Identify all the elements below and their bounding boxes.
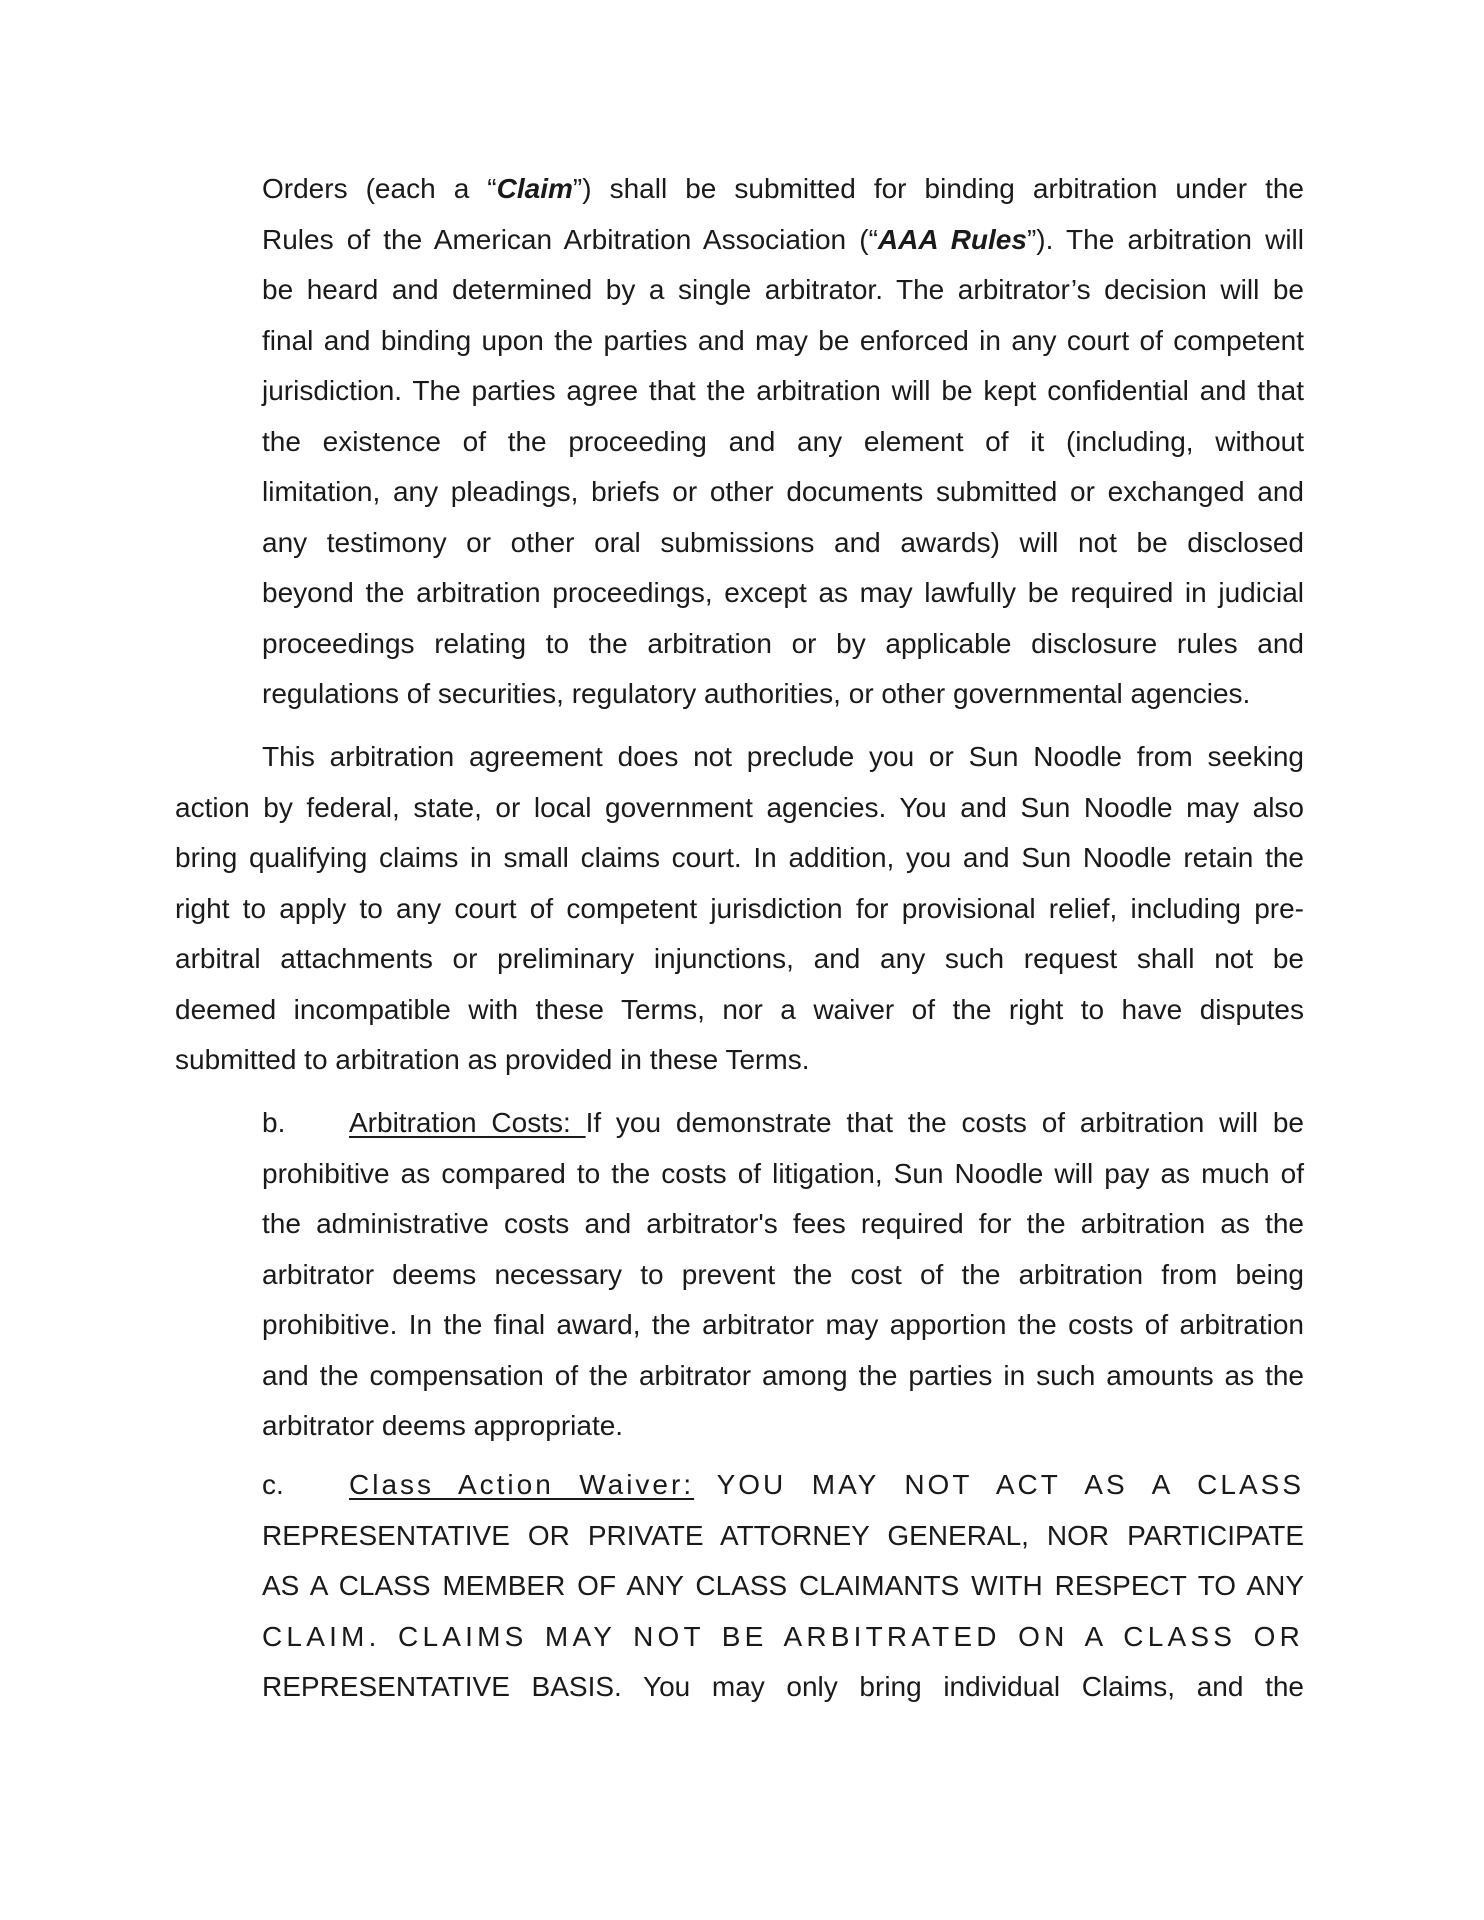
text-line: AS A CLASS MEMBER OF ANY CLASS CLAIMANTS WITH RESPECT TO ANY [262,1570,1304,1601]
text-line: limitation, any pleadings, briefs or other documents submitted or exchanged and [262,476,1304,507]
text-fragment: REPRESENTATIVE BASIS. [262,1671,622,1702]
paragraph-agreement-scope [175,732,1304,1086]
text-fragment: YOU MAY NOT ACT AS A CLASS [716,1469,1304,1500]
defined-term-aaa-rules: AAA Rules [877,223,1027,255]
text-line: REPRESENTATIVE OR PRIVATE ATTORNEY GENERAL, NOR PARTICIPATE [262,1519,1304,1551]
text-line: beyond the arbitration proceedings, except as may lawfully be required in judicial [262,577,1304,608]
text-line: jurisdiction. The parties agree that the arbitration will be kept confidential and that [262,375,1304,406]
text-fragment: ”) shall be submitted for binding arbitration under the [572,173,1305,204]
paragraph-arbitration-claims [262,164,1304,720]
text-line: CLAIM. CLAIMS MAY NOT BE ARBITRATED ON A CLASS OR [262,1620,1304,1652]
text-line: action by federal, state, or local government agencies. You and Sun Noodle may also [175,791,1304,823]
text-line: the existence of the proceeding and any element of it (including, without [262,425,1304,457]
text-line: final and binding upon the parties and may be enforced in any court of competent [262,324,1304,356]
text-line [262,1098,1304,1149]
text-line: prohibitive. In the final award, the arbitrator may apportion the costs of arbitration [262,1309,1304,1340]
text-line: arbitrator deems necessary to prevent the cost of the arbitration from being [262,1258,1304,1290]
text-line: any testimony or other oral submissions and awards) will not be disclosed [262,526,1304,558]
text-line: proceedings relating to the arbitration or by applicable disclosure rules and [262,627,1304,659]
text-line [262,215,1304,266]
text-line: arbitrator deems appropriate. [262,1410,624,1441]
text-line: prohibitive as compared to the costs of litigation, Sun Noodle will pay as much of [262,1157,1304,1189]
text-fragment: Rules of the American Arbitration Association (“ [262,223,878,255]
section-heading: Class Action Waiver: [349,1469,695,1500]
text-fragment: You may only bring individual Claims, and the [642,1671,1304,1702]
section-heading: Arbitration Costs: [349,1107,586,1138]
text-fragment: If you demonstrate that the costs of arbitration will be [585,1107,1304,1138]
text-fragment: ”). The arbitration will [1026,223,1304,255]
text-line [262,1662,1304,1713]
text-line [262,164,1304,215]
text-line: right to apply to any court of competent jurisdiction for provisional relief, including pre- [175,892,1304,924]
text-line [262,1460,1304,1511]
text-line: This arbitration agreement does not preclude you or Sun Noodle from seeking [262,741,1304,772]
section-marker: c. [262,1469,284,1500]
section-marker: b. [262,1107,286,1138]
text-fragment: Orders (each a “ [262,173,497,204]
text-line: and the compensation of the arbitrator among the parties in such amounts as the [262,1359,1304,1391]
text-line: be heard and determined by a single arbitrator. The arbitrator’s decision will be [262,274,1304,305]
text-line: bring qualifying claims in small claims court. In addition, you and Sun Noodle retain the [175,842,1304,873]
text-line: the administrative costs and arbitrator's fees required for the arbitration as the [262,1208,1304,1239]
text-line: deemed incompatible with these Terms, nor a waiver of the right to have disputes [175,993,1304,1025]
section-c-class-action-waiver [262,1460,1304,1713]
section-b-arbitration-costs [262,1098,1304,1452]
text-line: submitted to arbitration as provided in these Terms. [175,1044,810,1075]
text-line: arbitral attachments or preliminary injunctions, and any such request shall not be [175,943,1304,974]
defined-term-claim: Claim [496,173,573,204]
text-line: regulations of securities, regulatory authorities, or other governmental agencies. [262,678,1251,709]
